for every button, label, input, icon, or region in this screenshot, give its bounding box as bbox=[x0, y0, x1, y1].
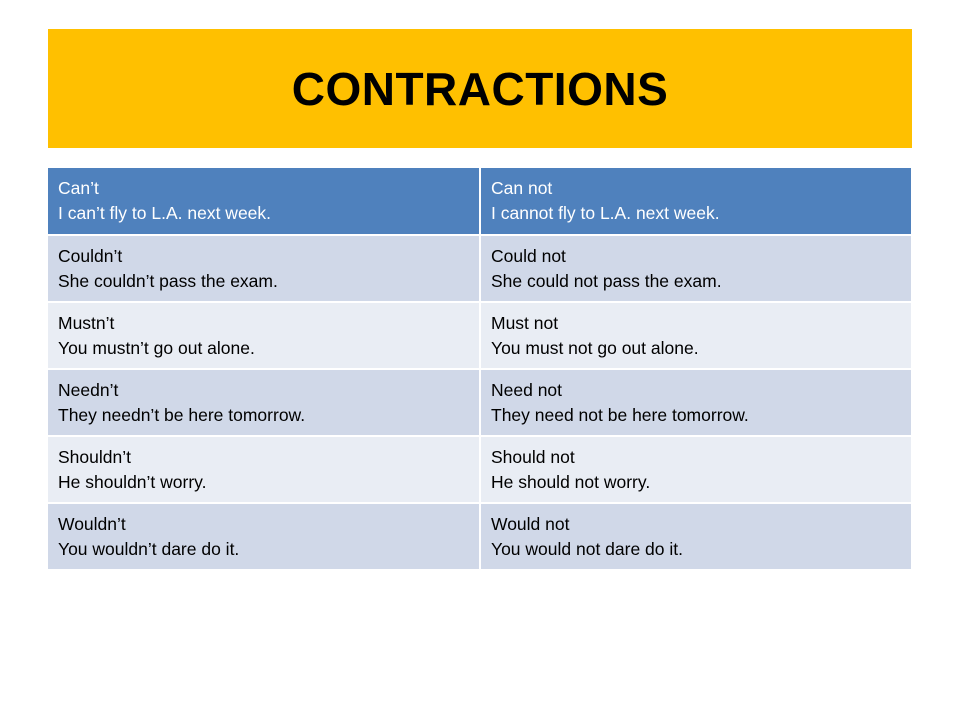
contraction-word: Needn’t bbox=[58, 379, 119, 400]
contraction-cell bbox=[48, 436, 480, 503]
contraction-word: Couldn’t bbox=[58, 245, 123, 266]
table-row bbox=[48, 302, 912, 369]
contraction-cell bbox=[48, 369, 480, 436]
contraction-example: He shouldn’t worry. bbox=[58, 471, 207, 492]
full-form-cell bbox=[480, 235, 912, 302]
contraction-example: She couldn’t pass the exam. bbox=[58, 270, 278, 291]
full-form-word: Need not bbox=[491, 379, 563, 400]
contraction-example: You mustn’t go out alone. bbox=[58, 337, 255, 358]
contraction-word: Wouldn’t bbox=[58, 513, 126, 534]
table-row bbox=[48, 436, 912, 503]
contraction-cell bbox=[48, 503, 480, 570]
full-form-cell bbox=[480, 436, 912, 503]
full-form-word: Must not bbox=[491, 312, 559, 333]
contraction-cell bbox=[48, 302, 480, 369]
full-form-cell bbox=[480, 168, 912, 235]
table-row bbox=[48, 369, 912, 436]
full-form-example: You would not dare do it. bbox=[491, 538, 683, 559]
contraction-cell bbox=[48, 235, 480, 302]
table-row bbox=[48, 168, 912, 235]
slide-title: CONTRACTIONS bbox=[291, 62, 669, 115]
full-form-word: Can not bbox=[491, 178, 553, 198]
contraction-word: Can’t bbox=[58, 178, 99, 198]
full-form-example: She could not pass the exam. bbox=[491, 270, 722, 291]
full-form-example: I cannot fly to L.A. next week. bbox=[491, 203, 720, 223]
contraction-word: Mustn’t bbox=[58, 312, 115, 333]
contraction-example: I can’t fly to L.A. next week. bbox=[58, 203, 272, 223]
title-banner bbox=[48, 29, 912, 148]
full-form-cell bbox=[480, 369, 912, 436]
full-form-example: They need not be here tomorrow. bbox=[491, 404, 749, 425]
full-form-cell bbox=[480, 302, 912, 369]
table-row bbox=[48, 235, 912, 302]
full-form-word: Should not bbox=[491, 446, 575, 467]
table-row bbox=[48, 503, 912, 570]
contractions-table bbox=[48, 168, 913, 571]
contraction-example: They needn’t be here tomorrow. bbox=[58, 404, 306, 425]
full-form-cell bbox=[480, 503, 912, 570]
contraction-cell bbox=[48, 168, 480, 235]
full-form-word: Would not bbox=[491, 513, 570, 534]
contraction-example: You wouldn’t dare do it. bbox=[58, 538, 240, 559]
full-form-word: Could not bbox=[491, 245, 566, 266]
contraction-word: Shouldn’t bbox=[58, 446, 131, 467]
full-form-example: He should not worry. bbox=[491, 471, 651, 492]
full-form-example: You must not go out alone. bbox=[491, 337, 699, 358]
